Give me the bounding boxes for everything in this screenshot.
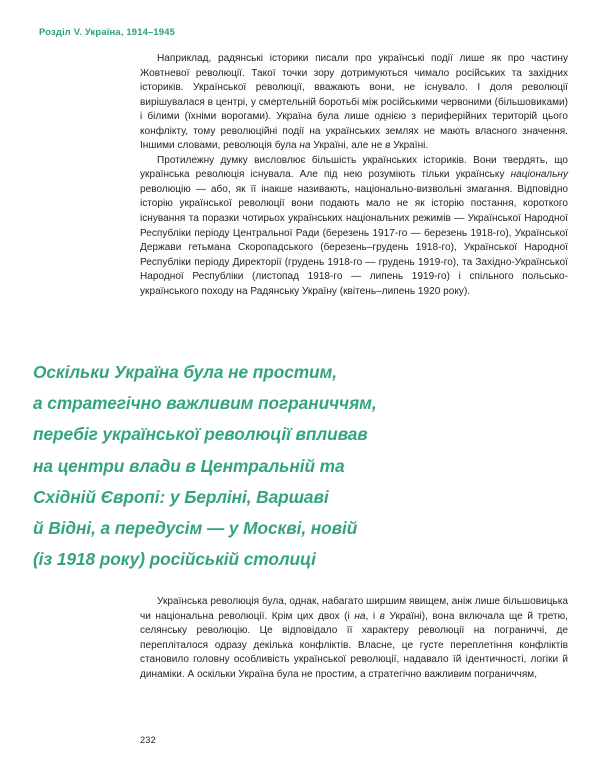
pull-quote-line: (із 1918 року) російській столиці bbox=[33, 549, 316, 570]
pull-quote-line: Східній Європі: у Берліні, Варшаві bbox=[33, 486, 329, 507]
emphasis-natsionalnu: національну bbox=[510, 169, 568, 181]
paragraph-text-run: , і bbox=[365, 610, 380, 622]
pull-quote-line: Оскільки Україна була не простим, bbox=[33, 362, 337, 382]
paragraph-ukrainian-historians bbox=[140, 154, 568, 299]
pull-quote-line: на центри влади в Центральній та bbox=[33, 455, 345, 476]
paragraph-revolution-broader bbox=[140, 595, 568, 682]
body-text-column-upper bbox=[140, 52, 568, 299]
running-header: Розділ V. Україна, 1914–1945 bbox=[39, 26, 176, 37]
paragraph-text-run: Протилежну думку висловлює більшість українських істориків. Вони твердять, що українська революція існувала. Але під нею розуміють тільки українську bbox=[140, 154, 568, 181]
paragraph-text-run: Україні. bbox=[390, 140, 429, 152]
emphasis-v: в bbox=[385, 140, 391, 152]
emphasis-v: в bbox=[379, 610, 385, 622]
emphasis-na: на bbox=[354, 610, 366, 622]
paragraph-text-run: Україні), вона включала ще й третю, селянську революцію. Це відповідало її характеру революції на пограниччі, де перепліталося одразу декілька конфліктів. Власне, це густе переплетіння конфліктів становило головну особливість української революції, надавало їй ідентичності, логіки й динаміки. А оскільки Україна була не простим, а стратегічно важливим пограниччям, bbox=[140, 610, 568, 680]
paragraph-soviet-historians bbox=[140, 52, 568, 154]
paragraph-text-run: Наприклад, радянські історики писали про українські події лише як про частину Жовтневої революції. Такої точки зору дотримуються чимало російських та західних істориків. Української революції, вважають вони, не існувало. І доля революції вирішувалася в центрі, у смертельній боротьбі між російськими червоними (більшовиками) і білими (їхніми ворогами). Україна була лише однією з периферійних територій цього конфлікту, тому революційні події на українських землях не мають власного значення. Іншими словами, революція була bbox=[140, 53, 568, 152]
emphasis-na: на bbox=[299, 140, 311, 152]
pull-quote-line: перебіг української революції впливав bbox=[33, 424, 368, 445]
pull-quote bbox=[33, 357, 493, 575]
page-number: 232 bbox=[140, 735, 156, 745]
pull-quote-line: а стратегічно важливим пограниччям, bbox=[33, 393, 377, 414]
paragraph-text-run: революцію — або, як її інакше називають, національно-визвольні змагання. Відповідно історію української революції вони подають мало не як історію постання, короткого існування та поразки чотирьох українських національних режимів — Української Народної Республіки періоду Центральної Ради (березень 1917-го — березень 1918-го), Української Держави гетьмана Скоропадського (березень–грудень 1918-го), Української Народної Республіки періоду Директорії (грудень 1918-го — грудень 1919-го), та Західно-Української Народної Республіки (листопад 1918-го — липень 1919-го) і спільного польсько-українського походу на Радянську Україну (квітень–липень 1920 року). bbox=[140, 183, 568, 297]
paragraph-text-run: Українська революція була, однак, набагато ширшим явищем, аніж лише більшовицька чи національна революції. Крім цих двох (і bbox=[140, 596, 568, 622]
body-text-column-lower bbox=[140, 595, 568, 682]
paragraph-text-run: Україні, але не bbox=[310, 140, 386, 152]
pull-quote-line: й Відні, а передусім — у Москві, новій bbox=[33, 518, 358, 539]
